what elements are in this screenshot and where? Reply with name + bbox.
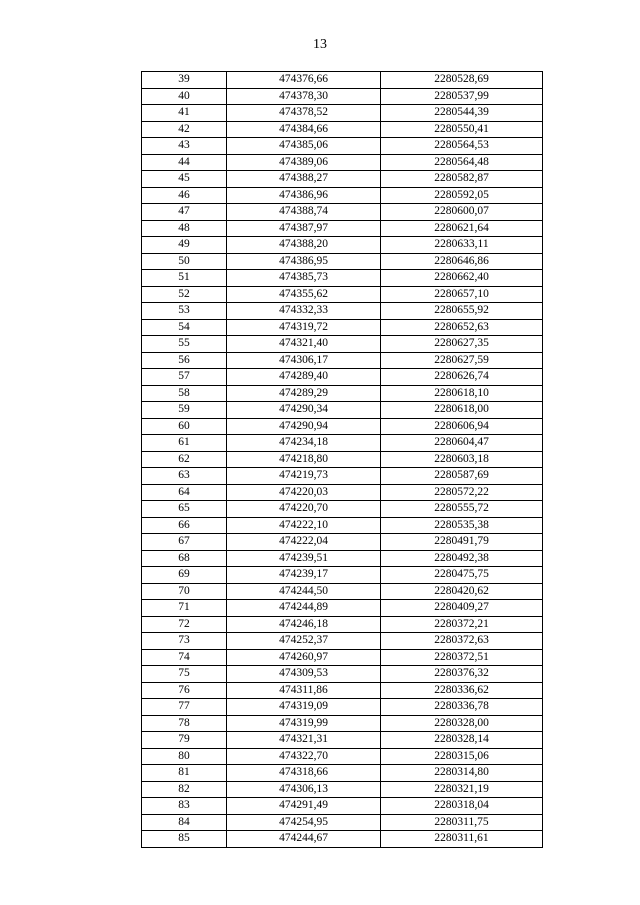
y-coordinate-cell: 2280606,94 [381,418,543,435]
x-coordinate-cell: 474291,49 [227,798,381,815]
table-row [142,187,543,204]
point-number-cell: 68 [142,550,227,567]
x-coordinate-cell: 474384,66 [227,121,381,138]
x-coordinate-cell: 474309,53 [227,666,381,683]
x-coordinate-cell: 474219,73 [227,468,381,485]
table-row [142,204,543,221]
y-coordinate-cell: 2280328,14 [381,732,543,749]
page-number: 13 [313,37,327,52]
point-number-cell: 49 [142,237,227,254]
y-coordinate-cell: 2280572,22 [381,484,543,501]
x-coordinate-cell: 474244,50 [227,583,381,600]
x-coordinate-cell: 474220,70 [227,501,381,518]
point-number-cell: 72 [142,616,227,633]
point-number-cell: 53 [142,303,227,320]
table-row [142,699,543,716]
point-number-cell: 56 [142,352,227,369]
y-coordinate-cell: 2280336,78 [381,699,543,716]
point-number-cell: 39 [142,72,227,89]
table-row [142,666,543,683]
point-number-cell: 44 [142,154,227,171]
x-coordinate-cell: 474311,86 [227,682,381,699]
point-number-cell: 52 [142,286,227,303]
x-coordinate-cell: 474321,31 [227,732,381,749]
y-coordinate-cell: 2280535,38 [381,517,543,534]
table-row [142,138,543,155]
y-coordinate-cell: 2280544,39 [381,105,543,122]
y-coordinate-cell: 2280314,80 [381,765,543,782]
x-coordinate-cell: 474252,37 [227,633,381,650]
x-coordinate-cell: 474239,51 [227,550,381,567]
x-coordinate-cell: 474319,09 [227,699,381,716]
table-row [142,715,543,732]
x-coordinate-cell: 474318,66 [227,765,381,782]
y-coordinate-cell: 2280603,18 [381,451,543,468]
table-row [142,831,543,848]
x-coordinate-cell: 474388,20 [227,237,381,254]
x-coordinate-cell: 474244,67 [227,831,381,848]
y-coordinate-cell: 2280592,05 [381,187,543,204]
y-coordinate-cell: 2280627,35 [381,336,543,353]
point-number-cell: 66 [142,517,227,534]
table-row [142,649,543,666]
x-coordinate-cell: 474321,40 [227,336,381,353]
y-coordinate-cell: 2280626,74 [381,369,543,386]
y-coordinate-cell: 2280600,07 [381,204,543,221]
table-row [142,765,543,782]
y-coordinate-cell: 2280555,72 [381,501,543,518]
table-row [142,583,543,600]
point-number-cell: 65 [142,501,227,518]
x-coordinate-cell: 474246,18 [227,616,381,633]
point-number-cell: 80 [142,748,227,765]
point-number-cell: 42 [142,121,227,138]
y-coordinate-cell: 2280475,75 [381,567,543,584]
x-coordinate-cell: 474386,95 [227,253,381,270]
point-number-cell: 63 [142,468,227,485]
table-row [142,418,543,435]
x-coordinate-cell: 474378,30 [227,88,381,105]
table-row [142,88,543,105]
y-coordinate-cell: 2280587,69 [381,468,543,485]
y-coordinate-cell: 2280491,79 [381,534,543,551]
x-coordinate-cell: 474306,13 [227,781,381,798]
x-coordinate-cell: 474260,97 [227,649,381,666]
y-coordinate-cell: 2280372,63 [381,633,543,650]
table-row [142,286,543,303]
table-row [142,451,543,468]
point-number-cell: 77 [142,699,227,716]
table-row [142,369,543,386]
x-coordinate-cell: 474376,66 [227,72,381,89]
table-row [142,270,543,287]
y-coordinate-cell: 2280311,75 [381,814,543,831]
point-number-cell: 47 [142,204,227,221]
table-row [142,154,543,171]
table-row [142,105,543,122]
table-row [142,402,543,419]
point-number-cell: 43 [142,138,227,155]
point-number-cell: 74 [142,649,227,666]
table-row [142,121,543,138]
x-coordinate-cell: 474319,99 [227,715,381,732]
y-coordinate-cell: 2280564,48 [381,154,543,171]
x-coordinate-cell: 474332,33 [227,303,381,320]
x-coordinate-cell: 474385,73 [227,270,381,287]
table-row [142,567,543,584]
point-number-cell: 41 [142,105,227,122]
x-coordinate-cell: 474306,17 [227,352,381,369]
point-number-cell: 78 [142,715,227,732]
point-number-cell: 50 [142,253,227,270]
table-row [142,468,543,485]
table-row [142,253,543,270]
y-coordinate-cell: 2280372,51 [381,649,543,666]
y-coordinate-cell: 2280618,00 [381,402,543,419]
coordinates-table-body [142,72,543,848]
point-number-cell: 79 [142,732,227,749]
x-coordinate-cell: 474239,17 [227,567,381,584]
y-coordinate-cell: 2280646,86 [381,253,543,270]
table-row [142,220,543,237]
x-coordinate-cell: 474220,03 [227,484,381,501]
y-coordinate-cell: 2280537,99 [381,88,543,105]
table-row [142,385,543,402]
y-coordinate-cell: 2280604,47 [381,435,543,452]
point-number-cell: 54 [142,319,227,336]
x-coordinate-cell: 474378,52 [227,105,381,122]
y-coordinate-cell: 2280376,32 [381,666,543,683]
table-row [142,319,543,336]
table-row [142,303,543,320]
table-row [142,600,543,617]
table-row [142,171,543,188]
y-coordinate-cell: 2280621,64 [381,220,543,237]
y-coordinate-cell: 2280657,10 [381,286,543,303]
table-row [142,237,543,254]
point-number-cell: 64 [142,484,227,501]
x-coordinate-cell: 474355,62 [227,286,381,303]
x-coordinate-cell: 474244,89 [227,600,381,617]
point-number-cell: 75 [142,666,227,683]
x-coordinate-cell: 474385,06 [227,138,381,155]
x-coordinate-cell: 474322,70 [227,748,381,765]
y-coordinate-cell: 2280655,92 [381,303,543,320]
point-number-cell: 83 [142,798,227,815]
point-number-cell: 61 [142,435,227,452]
y-coordinate-cell: 2280492,38 [381,550,543,567]
table-row [142,534,543,551]
point-number-cell: 81 [142,765,227,782]
y-coordinate-cell: 2280564,53 [381,138,543,155]
x-coordinate-cell: 474290,94 [227,418,381,435]
point-number-cell: 73 [142,633,227,650]
y-coordinate-cell: 2280582,87 [381,171,543,188]
point-number-cell: 51 [142,270,227,287]
point-number-cell: 85 [142,831,227,848]
point-number-cell: 60 [142,418,227,435]
x-coordinate-cell: 474388,74 [227,204,381,221]
point-number-cell: 48 [142,220,227,237]
point-number-cell: 45 [142,171,227,188]
point-number-cell: 58 [142,385,227,402]
table-row [142,781,543,798]
y-coordinate-cell: 2280311,61 [381,831,543,848]
table-row [142,682,543,699]
x-coordinate-cell: 474290,34 [227,402,381,419]
y-coordinate-cell: 2280315,06 [381,748,543,765]
table-row [142,501,543,518]
y-coordinate-cell: 2280372,21 [381,616,543,633]
coordinates-table [141,71,543,848]
y-coordinate-cell: 2280409,27 [381,600,543,617]
y-coordinate-cell: 2280420,62 [381,583,543,600]
table-row [142,550,543,567]
point-number-cell: 59 [142,402,227,419]
table-row [142,798,543,815]
table-row [142,732,543,749]
point-number-cell: 82 [142,781,227,798]
x-coordinate-cell: 474388,27 [227,171,381,188]
table-row [142,814,543,831]
y-coordinate-cell: 2280652,63 [381,319,543,336]
y-coordinate-cell: 2280321,19 [381,781,543,798]
x-coordinate-cell: 474389,06 [227,154,381,171]
point-number-cell: 71 [142,600,227,617]
y-coordinate-cell: 2280550,41 [381,121,543,138]
table-row [142,72,543,89]
table-row [142,633,543,650]
y-coordinate-cell: 2280633,11 [381,237,543,254]
table-row [142,748,543,765]
x-coordinate-cell: 474234,18 [227,435,381,452]
x-coordinate-cell: 474222,10 [227,517,381,534]
x-coordinate-cell: 474222,04 [227,534,381,551]
point-number-cell: 84 [142,814,227,831]
x-coordinate-cell: 474386,96 [227,187,381,204]
y-coordinate-cell: 2280336,62 [381,682,543,699]
x-coordinate-cell: 474289,40 [227,369,381,386]
x-coordinate-cell: 474289,29 [227,385,381,402]
y-coordinate-cell: 2280528,69 [381,72,543,89]
table-row [142,484,543,501]
y-coordinate-cell: 2280618,10 [381,385,543,402]
table-row [142,435,543,452]
x-coordinate-cell: 474254,95 [227,814,381,831]
table-row [142,616,543,633]
point-number-cell: 46 [142,187,227,204]
x-coordinate-cell: 474387,97 [227,220,381,237]
point-number-cell: 67 [142,534,227,551]
point-number-cell: 55 [142,336,227,353]
table-row [142,336,543,353]
point-number-cell: 62 [142,451,227,468]
table-row [142,517,543,534]
y-coordinate-cell: 2280318,04 [381,798,543,815]
y-coordinate-cell: 2280627,59 [381,352,543,369]
y-coordinate-cell: 2280328,00 [381,715,543,732]
point-number-cell: 57 [142,369,227,386]
point-number-cell: 40 [142,88,227,105]
y-coordinate-cell: 2280662,40 [381,270,543,287]
point-number-cell: 76 [142,682,227,699]
x-coordinate-cell: 474319,72 [227,319,381,336]
table-row [142,352,543,369]
point-number-cell: 70 [142,583,227,600]
x-coordinate-cell: 474218,80 [227,451,381,468]
point-number-cell: 69 [142,567,227,584]
